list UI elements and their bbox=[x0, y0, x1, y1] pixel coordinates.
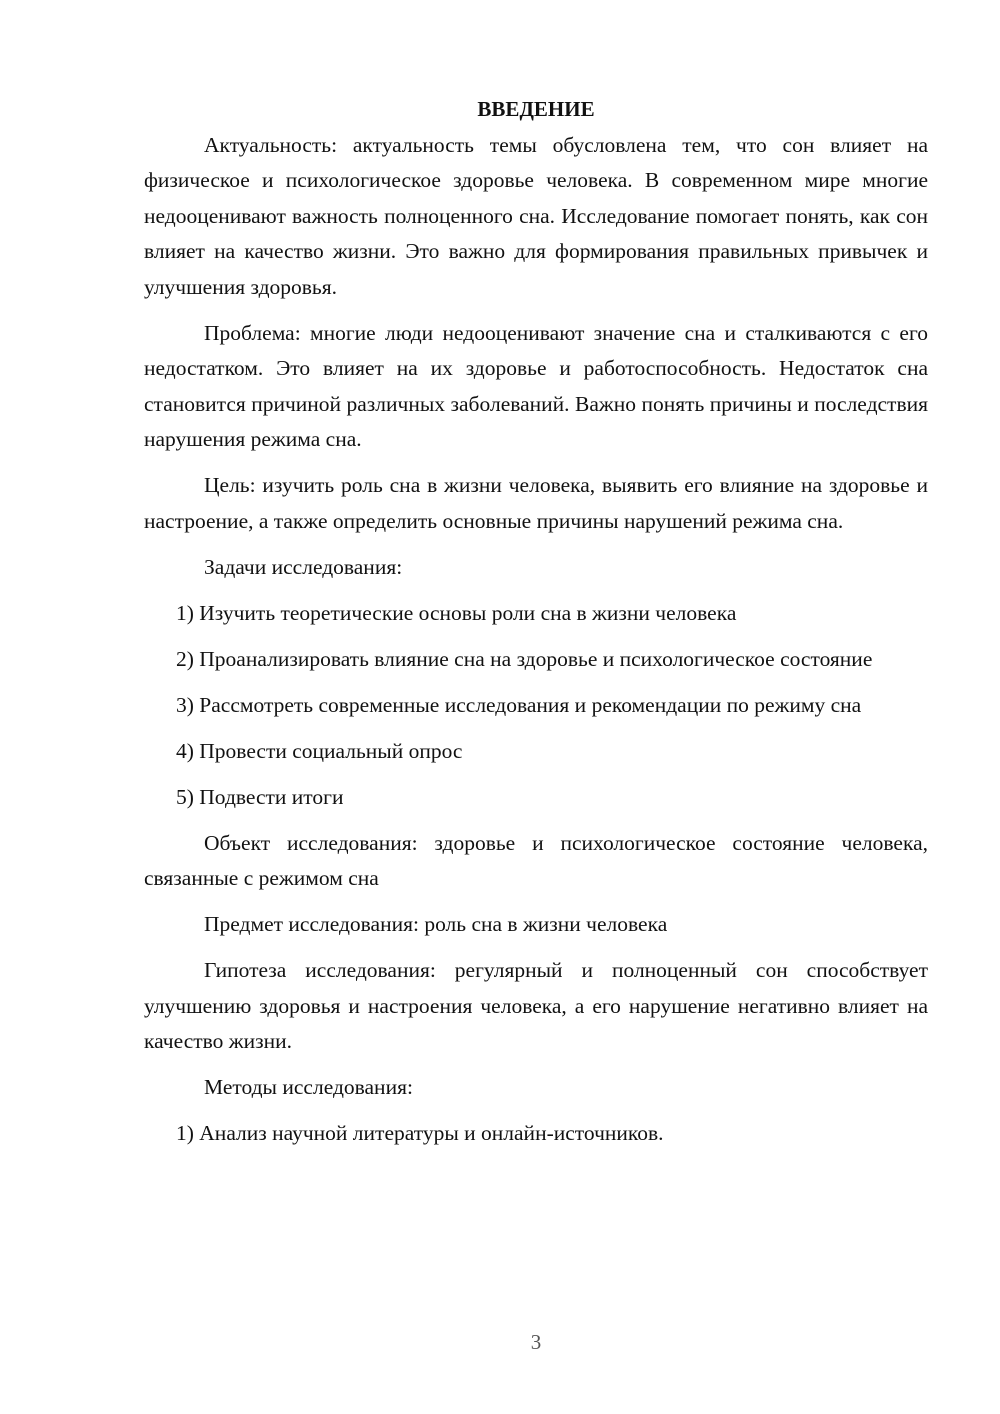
task-item-1: 1) Изучить теоретические основы роли сна в жизни человека bbox=[176, 600, 737, 625]
methods-heading: Методы исследования: bbox=[204, 1075, 413, 1099]
problem-paragraph: Проблема: многие люди недооценивают значение сна и сталкиваются с его недостатком. Это влияет на их здоровье и работоспособность. Недостаток сна становится причиной различных заболеваний. Важно понять причины и последствия нарушения режима сна. bbox=[144, 320, 928, 451]
task-item-5: 5) Подвести итоги bbox=[176, 784, 344, 809]
tasks-heading: Задачи исследования: bbox=[204, 554, 403, 579]
page-number: 3 bbox=[530, 1330, 542, 1354]
page-content bbox=[144, 92, 928, 1162]
relevance-paragraph: Актуальность: актуальность темы обусловлена тем, что сон влияет на физическое и психологическое здоровье человека. В современном мире многие недооценивают важность полноценного сна. Исследование помогает понять, как сон влияет на качество жизни. Это важно для формирования правильных привычек и улучшения здоровья. bbox=[144, 132, 928, 299]
page-title: ВВЕДЕНИЕ bbox=[477, 97, 595, 121]
task-item-3: 3) Рассмотреть современные исследования и рекомендации по режиму сна bbox=[176, 692, 862, 717]
object-paragraph: Объект исследования: здоровье и психологическое состояние человека, связанные с режимом сна bbox=[144, 830, 928, 890]
task-item-2: 2) Проанализировать влияние сна на здоровье и психологическое состояние bbox=[176, 646, 873, 671]
method-item-1: 1) Анализ научной литературы и онлайн-источников. bbox=[176, 1121, 664, 1145]
task-item-4: 4) Провести социальный опрос bbox=[176, 738, 463, 763]
hypothesis-paragraph: Гипотеза исследования: регулярный и полноценный сон способствует улучшению здоровья и настроения человека, а его нарушение негативно влияет на качество жизни. bbox=[144, 958, 928, 1053]
subject-paragraph: Предмет исследования: роль сна в жизни человека bbox=[204, 912, 668, 936]
goal-paragraph: Цель: изучить роль сна в жизни человека, выявить его влияние на здоровье и настроение, а также определить основные причины нарушений режима сна. bbox=[144, 473, 928, 533]
